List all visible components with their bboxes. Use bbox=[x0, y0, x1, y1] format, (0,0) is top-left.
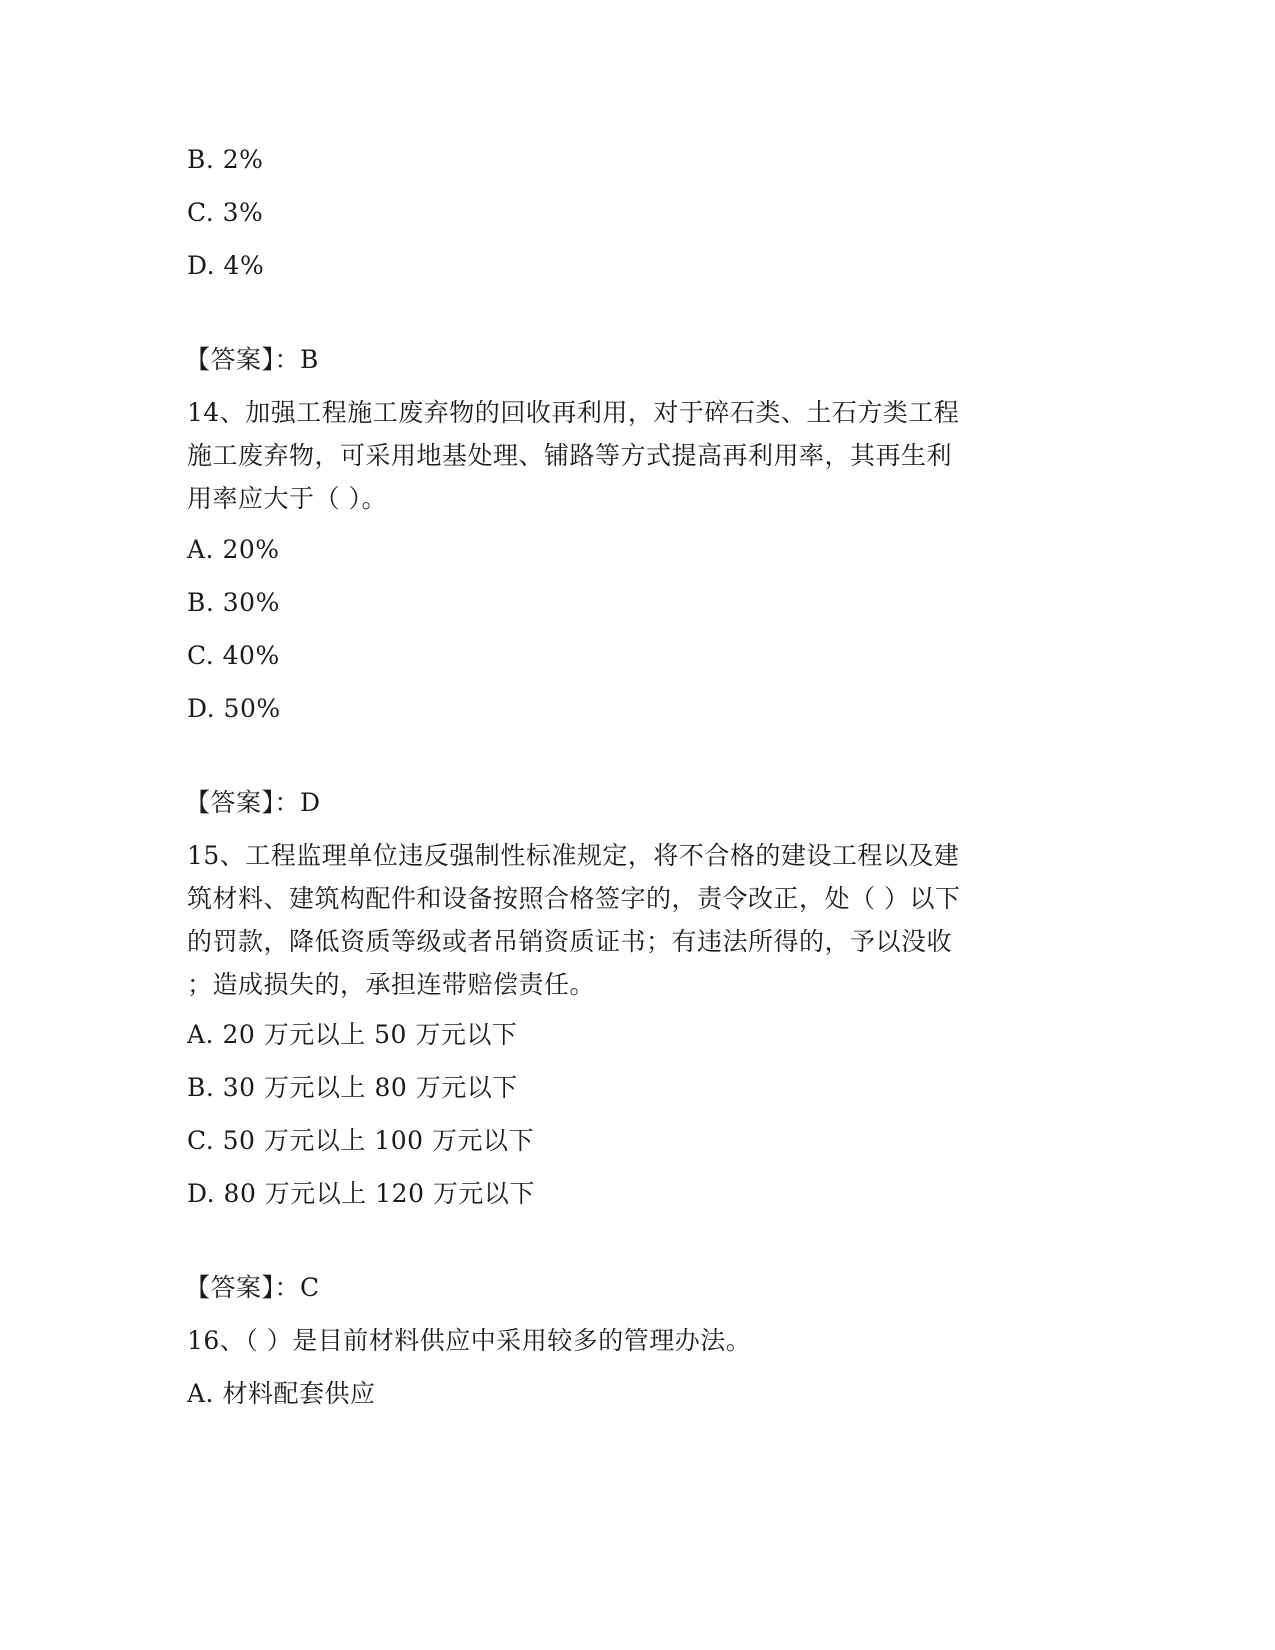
q15-option-c: C. 50 万元以上 100 万元以下 bbox=[187, 1126, 535, 1155]
q14-option-a: A. 20% bbox=[187, 535, 280, 564]
q16-stem-line-1: 16、（ ）是目前材料供应中采用较多的管理办法。 bbox=[187, 1326, 752, 1355]
q14-answer: 【答案】：D bbox=[185, 788, 321, 817]
q13-option-b: B. 2% bbox=[187, 145, 264, 174]
q13-option-d: D. 4% bbox=[187, 251, 265, 280]
q13-option-c: C. 3% bbox=[187, 198, 264, 227]
q15-stem-line-3: 的罚款，降低资质等级或者吊销资质证书；有违法所得的，予以没收 bbox=[187, 927, 953, 956]
q13-answer: 【答案】：B bbox=[185, 345, 319, 374]
q14-option-b: B. 30% bbox=[187, 588, 280, 617]
q14-stem-line-1: 14、加强工程施工废弃物的回收再利用，对于碎石类、土石方类工程 bbox=[187, 398, 960, 427]
q15-answer: 【答案】：C bbox=[185, 1273, 320, 1302]
q15-stem-line-2: 筑材料、建筑构配件和设备按照合格签字的，责令改正，处（ ）以下 bbox=[187, 884, 961, 913]
q14-stem-line-2: 施工废弃物，可采用地基处理、铺路等方式提高再利用率，其再生利 bbox=[187, 441, 953, 470]
q16-option-a: A. 材料配套供应 bbox=[187, 1379, 376, 1408]
q15-option-d: D. 80 万元以上 120 万元以下 bbox=[187, 1179, 535, 1208]
q15-stem-line-4: ；造成损失的，承担连带赔偿责任。 bbox=[187, 970, 596, 999]
q14-option-d: D. 50% bbox=[187, 694, 281, 723]
q15-option-b: B. 30 万元以上 80 万元以下 bbox=[187, 1073, 518, 1102]
q14-option-c: C. 40% bbox=[187, 641, 280, 670]
q15-option-a: A. 20 万元以上 50 万元以下 bbox=[187, 1020, 518, 1049]
q15-stem-line-1: 15、工程监理单位违反强制性标准规定，将不合格的建设工程以及建 bbox=[187, 841, 960, 870]
q14-stem-line-3: 用率应大于（ ）。 bbox=[187, 484, 387, 513]
